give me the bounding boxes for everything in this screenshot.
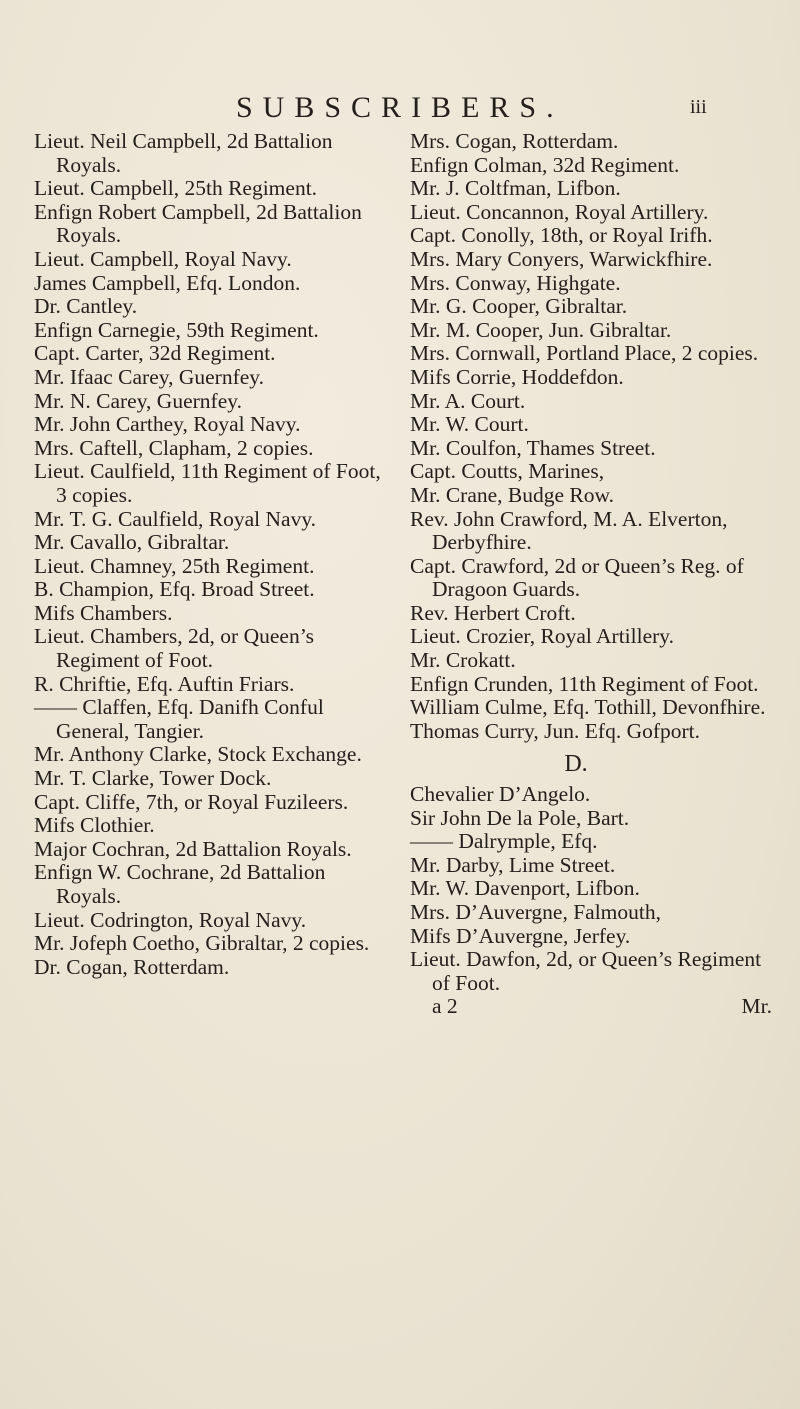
subscriber-entry: Mr. Crane, Budge Row. bbox=[410, 482, 615, 507]
subscriber-entry: James Campbell, Efq. London. bbox=[34, 270, 301, 295]
subscriber-entry: Mr. Anthony Clarke, Stock Exchange. bbox=[34, 742, 362, 767]
section-heading-d: D. bbox=[564, 751, 588, 778]
subscriber-entry: Mr. W. Court. bbox=[410, 412, 529, 437]
subscriber-entry: Mr. G. Cooper, Gibraltar. bbox=[410, 294, 628, 319]
subscriber-entry: Mr. John Carthey, Royal Navy. bbox=[34, 412, 301, 437]
subscriber-entry: Mifs Clothier. bbox=[34, 813, 155, 838]
subscriber-entry: Mr. T. G. Caulfield, Royal Navy. bbox=[34, 506, 317, 531]
subscriber-entry: Major Cochran, 2d Battalion Royals. bbox=[34, 836, 352, 861]
subscriber-entry: Mr. Crokatt. bbox=[410, 648, 516, 673]
subscriber-entry: Lieut. Concannon, Royal Artillery. bbox=[410, 199, 709, 224]
subscriber-entry: Mifs Chambers. bbox=[34, 600, 173, 625]
subscriber-entry: Mrs. Caftell, Clapham, 2 copies. bbox=[34, 435, 314, 460]
subscriber-entry: Capt. Crawford, 2d or Queen’s Reg. of Dragoon Guards. bbox=[410, 553, 744, 602]
signature-mark: a 2 bbox=[432, 994, 458, 1019]
subscriber-entry: Mr. W. Davenport, Lifbon. bbox=[410, 876, 640, 901]
subscriber-entry: R. Chriftie, Efq. Auftin Friars. bbox=[34, 671, 295, 696]
catchword: Mr. bbox=[741, 994, 772, 1019]
subscriber-entry: Lieut. Dawfon, 2d, or Queen’s Regiment of Foot. bbox=[410, 947, 762, 995]
left-column bbox=[34, 130, 390, 979]
subscriber-entry: Capt. Cliffe, 7th, or Royal Fuzileers. bbox=[34, 789, 349, 814]
subscriber-entry: Lieut. Chamney, 25th Regiment. bbox=[34, 553, 315, 578]
subscriber-entry: Mrs. Mary Conyers, Warwickfhire. bbox=[410, 246, 713, 271]
subscriber-entry: Capt. Coutts, Marines, bbox=[410, 459, 605, 484]
subscriber-entry: B. Champion, Efq. Broad Street. bbox=[34, 577, 315, 602]
subscriber-entry: Mr. Coulfon, Thames Street. bbox=[410, 435, 656, 460]
subscriber-entry: Enfign Carnegie, 59th Regiment. bbox=[34, 317, 319, 342]
subscriber-entry: Mrs. D’Auvergne, Falmouth, bbox=[410, 900, 662, 924]
subscriber-entry: Thomas Curry, Jun. Efq. Gofport. bbox=[410, 718, 701, 743]
running-head: SUBSCRIBERS. bbox=[236, 91, 564, 124]
subscriber-entry: Lieut. Chambers, 2d, or Queen’s Regiment of Foot. bbox=[34, 624, 315, 673]
subscriber-entry: Lieut. Crozier, Royal Artillery. bbox=[410, 624, 675, 649]
subscriber-entry: Enfign W. Cochrane, 2d Battalion Royals. bbox=[34, 860, 326, 908]
subscriber-entry: Mr. A. Court. bbox=[410, 388, 526, 413]
subscriber-entry: Mr. Cavallo, Gibraltar. bbox=[34, 530, 230, 555]
section-d-list bbox=[410, 783, 772, 995]
subscriber-entry: Mifs Corrie, Hoddefdon. bbox=[410, 364, 624, 389]
subscriber-entry: Lieut. Campbell, 25th Regiment. bbox=[34, 176, 318, 201]
subscriber-entry: Mr. J. Coltfman, Lifbon. bbox=[410, 176, 621, 201]
subscriber-entry: —— Claffen, Efq. Danifh Conful General, Tangier. bbox=[34, 695, 324, 743]
subscriber-entry: Lieut. Caulfield, 11th Regiment of Foot, 3 copies. bbox=[34, 459, 381, 507]
subscriber-entry: Mrs. Cornwall, Portland Place, 2 copies. bbox=[410, 341, 759, 366]
subscriber-entry: Capt. Conolly, 18th, or Royal Irifh. bbox=[410, 223, 713, 248]
right-subscriber-list bbox=[410, 130, 772, 743]
subscriber-entry: Lieut. Campbell, Royal Navy. bbox=[34, 246, 292, 271]
subscriber-entry: Enfign Colman, 32d Regiment. bbox=[410, 152, 680, 177]
page-footer bbox=[410, 995, 772, 1019]
subscriber-entry: Capt. Carter, 32d Regiment. bbox=[34, 341, 276, 366]
right-column bbox=[410, 130, 772, 1019]
subscriber-entry: Mr. Jofeph Coetho, Gibraltar, 2 copies. bbox=[34, 931, 370, 956]
subscriber-entry: Mrs. Conway, Highgate. bbox=[410, 270, 621, 295]
subscriber-entry: Mr. N. Carey, Guernfey. bbox=[34, 388, 242, 413]
subscriber-entry: Mifs D’Auvergne, Jerfey. bbox=[410, 923, 631, 948]
subscriber-entry: Mr. Ifaac Carey, Guernfey. bbox=[34, 364, 265, 389]
left-subscriber-list bbox=[34, 130, 390, 979]
subscriber-entry: Rev. Herbert Croft. bbox=[410, 600, 576, 625]
subscriber-entry: Dr. Cogan, Rotterdam. bbox=[34, 954, 230, 979]
subscriber-entry: Lieut. Codrington, Royal Navy. bbox=[34, 907, 307, 932]
subscriber-entry: Mrs. Cogan, Rotterdam. bbox=[410, 129, 619, 153]
subscriber-entry: Enfign Robert Campbell, 2d Battalion Royals. bbox=[34, 199, 362, 248]
subscriber-entry: William Culme, Efq. Tothill, Devonfhire. bbox=[410, 695, 766, 720]
page-number: iii bbox=[690, 96, 707, 118]
subscriber-entry: Mr. T. Clarke, Tower Dock. bbox=[34, 766, 272, 791]
subscriber-entry: Rev. John Crawford, M. A. Elverton, Derbyfhire. bbox=[410, 506, 728, 555]
subscriber-entry: Dr. Cantley. bbox=[34, 294, 138, 319]
subscriber-entry: Enfign Crunden, 11th Regiment of Foot. bbox=[410, 671, 759, 696]
subscriber-entry: Sir John De la Pole, Bart. bbox=[410, 805, 630, 830]
subscriber-entry: Lieut. Neil Campbell, 2d Battalion Royals. bbox=[34, 129, 333, 177]
subscriber-entry: Mr. M. Cooper, Jun. Gibraltar. bbox=[410, 317, 672, 342]
subscriber-entry: Mr. Darby, Lime Street. bbox=[410, 852, 616, 877]
subscriber-entry: —— Dalrymple, Efq. bbox=[410, 829, 598, 854]
subscriber-entry: Chevalier D’Angelo. bbox=[410, 782, 591, 807]
